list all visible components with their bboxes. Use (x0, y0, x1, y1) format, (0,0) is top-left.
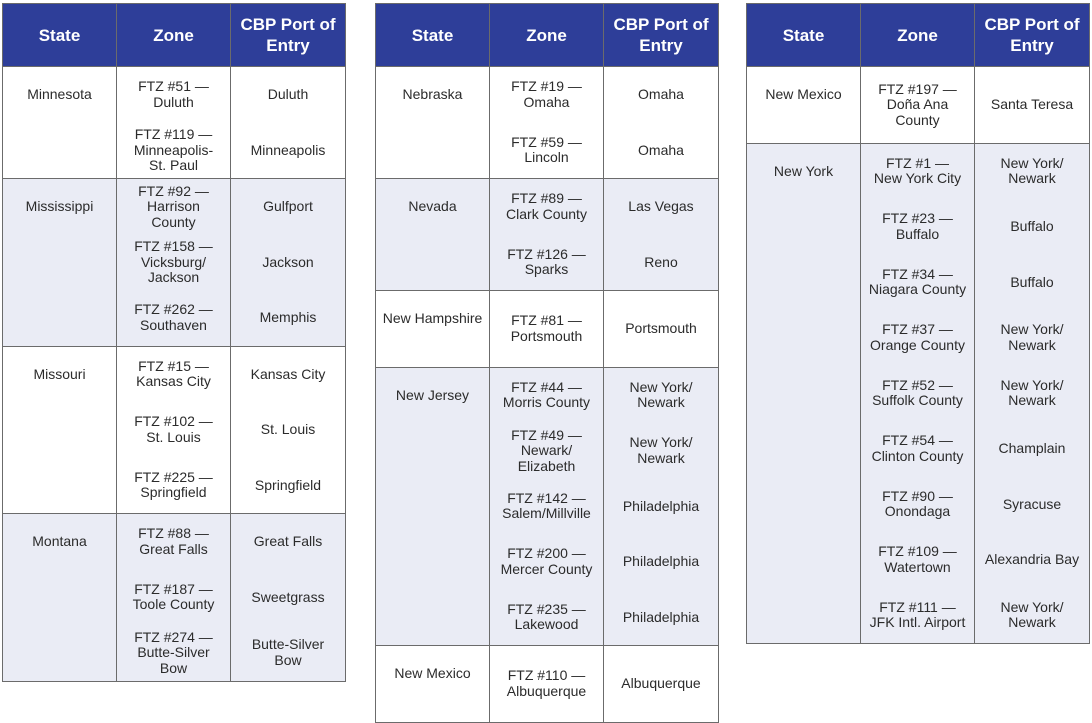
port-cell: New York/ Newark (975, 366, 1090, 422)
port-cell: Philadelphia (604, 479, 719, 535)
port-cell: Springfield (231, 458, 346, 514)
zone-cell: FTZ #197 — Doña Ana County (861, 67, 975, 144)
zone-cell: FTZ #37 — Orange County (861, 310, 975, 366)
port-cell: Sweetgrass (231, 570, 346, 626)
zone-cell: FTZ #59 — Lincoln (490, 123, 604, 179)
zone-cell: FTZ #34 — Niagara County (861, 255, 975, 311)
state-cell: New Mexico (376, 646, 490, 723)
table-row (376, 67, 719, 123)
port-cell: Buffalo (975, 199, 1090, 255)
port-cell: New York/ Newark (975, 143, 1090, 199)
state-cell: Minnesota (3, 67, 117, 179)
port-cell: Philadelphia (604, 590, 719, 646)
zone-cell: FTZ #110 — Albuquerque (490, 646, 604, 723)
table-row (3, 346, 346, 402)
table-row (376, 179, 719, 235)
port-cell: Great Falls (231, 514, 346, 570)
port-cell: Omaha (604, 123, 719, 179)
port-cell: Philadelphia (604, 534, 719, 590)
port-cell: Memphis (231, 290, 346, 346)
zone-column-header: Zone (490, 4, 604, 67)
state-cell: Nevada (376, 179, 490, 291)
table-row (3, 514, 346, 570)
zone-cell: FTZ #158 — Vicksburg/ Jackson (117, 235, 231, 291)
state-column-header: State (376, 4, 490, 67)
ftz-table-2 (375, 3, 719, 723)
table-row (747, 143, 1090, 199)
state-cell: New Hampshire (376, 291, 490, 368)
port-column-header: CBP Port of Entry (231, 4, 346, 67)
zone-cell: FTZ #54 — Clinton County (861, 421, 975, 477)
port-column-header: CBP Port of Entry (604, 4, 719, 67)
zone-cell: FTZ #235 — Lakewood (490, 590, 604, 646)
port-column-header: CBP Port of Entry (975, 4, 1090, 67)
zone-cell: FTZ #81 — Portsmouth (490, 291, 604, 368)
table-row (3, 179, 346, 235)
zone-cell: FTZ #1 — New York City (861, 143, 975, 199)
zone-cell: FTZ #49 — Newark/ Elizabeth (490, 423, 604, 479)
zone-cell: FTZ #90 — Onondaga (861, 477, 975, 533)
zone-cell: FTZ #262 — Southaven (117, 290, 231, 346)
zone-cell: FTZ #89 — Clark County (490, 179, 604, 235)
port-cell: Champlain (975, 421, 1090, 477)
zone-cell: FTZ #44 — Morris County (490, 367, 604, 423)
port-cell: Albuquerque (604, 646, 719, 723)
zone-cell: FTZ #126 — Sparks (490, 235, 604, 291)
state-cell: Mississippi (3, 179, 117, 347)
state-cell: New York (747, 143, 861, 644)
zone-cell: FTZ #88 — Great Falls (117, 514, 231, 570)
zone-cell: FTZ #109 — Watertown (861, 532, 975, 588)
zone-cell: FTZ #51 — Duluth (117, 67, 231, 123)
port-cell: Butte-Silver Bow (231, 625, 346, 681)
ftz-table-3 (746, 3, 1090, 644)
zone-cell: FTZ #92 — Harrison County (117, 179, 231, 235)
state-cell: Nebraska (376, 67, 490, 179)
zone-cell: FTZ #274 — Butte-Silver Bow (117, 625, 231, 681)
zone-cell: FTZ #225 — Springfield (117, 458, 231, 514)
port-cell: New York/ Newark (604, 423, 719, 479)
state-column-header: State (747, 4, 861, 67)
port-cell: Reno (604, 235, 719, 291)
port-cell: Jackson (231, 235, 346, 291)
state-cell: New Mexico (747, 67, 861, 144)
port-cell: New York/ Newark (604, 367, 719, 423)
port-cell: Minneapolis (231, 123, 346, 179)
table-row (376, 367, 719, 423)
zone-cell: FTZ #200 — Mercer County (490, 534, 604, 590)
zone-cell: FTZ #111 — JFK Intl. Airport (861, 588, 975, 644)
ftz-table-1 (2, 3, 346, 682)
state-cell: New Jersey (376, 367, 490, 646)
zone-cell: FTZ #187 — Toole County (117, 570, 231, 626)
port-cell: Gulfport (231, 179, 346, 235)
port-cell: Las Vegas (604, 179, 719, 235)
zone-cell: FTZ #142 — Salem/Millville (490, 479, 604, 535)
zone-cell: FTZ #15 — Kansas City (117, 346, 231, 402)
zone-cell: FTZ #102 — St. Louis (117, 402, 231, 458)
table-row (376, 291, 719, 368)
port-cell: Kansas City (231, 346, 346, 402)
port-cell: Duluth (231, 67, 346, 123)
zone-column-header: Zone (117, 4, 231, 67)
table-row (376, 646, 719, 723)
zone-cell: FTZ #52 — Suffolk County (861, 366, 975, 422)
port-cell: Syracuse (975, 477, 1090, 533)
port-cell: Omaha (604, 67, 719, 123)
zone-cell: FTZ #23 — Buffalo (861, 199, 975, 255)
zone-cell: FTZ #119 — Minneapolis- St. Paul (117, 123, 231, 179)
port-cell: Buffalo (975, 255, 1090, 311)
table-row (747, 67, 1090, 144)
state-column-header: State (3, 4, 117, 67)
port-cell: Portsmouth (604, 291, 719, 368)
state-cell: Montana (3, 514, 117, 682)
port-cell: New York/ Newark (975, 588, 1090, 644)
zone-cell: FTZ #19 — Omaha (490, 67, 604, 123)
port-cell: St. Louis (231, 402, 346, 458)
port-cell: Alexandria Bay (975, 532, 1090, 588)
port-cell: New York/ Newark (975, 310, 1090, 366)
table-row (3, 67, 346, 123)
port-cell: Santa Teresa (975, 67, 1090, 144)
state-cell: Missouri (3, 346, 117, 514)
zone-column-header: Zone (861, 4, 975, 67)
